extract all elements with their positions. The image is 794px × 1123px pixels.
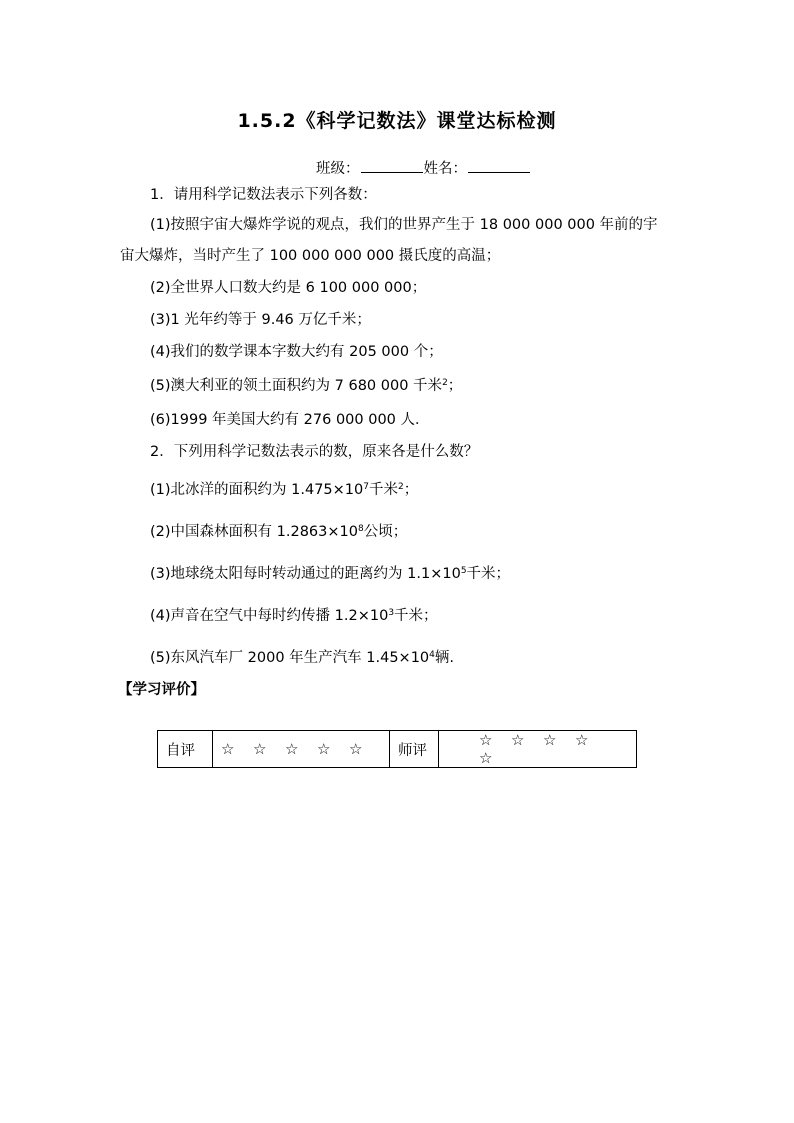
q2-item1 [150, 480, 418, 500]
star-icon[interactable]: ☆ [479, 749, 493, 767]
star-icon[interactable]: ☆ [511, 731, 525, 749]
q1-item2: (2)全世界人口数大约是 6 100 000 000； [150, 280, 427, 296]
q2-item4-text: (4)声音在空气中每时约传播 1.2×10 [150, 608, 389, 624]
star-icon[interactable]: ☆ [253, 740, 267, 758]
star-icon[interactable]: ☆ [575, 731, 589, 749]
q2-item1-end: ； [403, 482, 419, 498]
q1-item3: (3)1 光年约等于 9.46 万亿千米； [150, 312, 371, 328]
star-icon[interactable]: ☆ [349, 740, 363, 758]
q2-item2-text: (2)中国森林面积有 1.2863×10 [150, 524, 358, 540]
q2-item5-exp: 4 [429, 650, 435, 660]
class-blank[interactable] [361, 158, 423, 173]
name-label: 姓名： [423, 161, 467, 177]
teacher-eval-stars[interactable] [439, 731, 637, 768]
page-title: 1.5.2《科学记数法》课堂达标检测 [237, 110, 557, 132]
q1-item6: (6)1999 年美国大约有 276 000 000 人． [150, 412, 430, 428]
q1-heading: 1．请用科学记数法表示下列各数： [150, 187, 377, 203]
q2-item1-text: (1)北冰洋的面积约为 1.475×10 [150, 482, 364, 498]
star-icon[interactable]: ☆ [221, 740, 235, 758]
q2-item5 [150, 648, 454, 668]
q1-item5-sup: 2 [442, 378, 448, 388]
q2-item3-exp: 5 [460, 566, 467, 576]
q2-item5-text: (5)东风汽车厂 2000 年生产汽车 1.45×10 [150, 650, 430, 666]
q1-item5-end: ； [447, 378, 463, 394]
q2-item4-exp: 3 [388, 608, 395, 618]
q2-heading: 2．下列用科学记数法表示的数，原来各是什么数？ [150, 444, 479, 460]
name-blank[interactable] [468, 158, 530, 173]
star-icon[interactable]: ☆ [543, 731, 557, 749]
q2-item3-text: (3)地球绕太阳每时转动通过的距离约为 1.1×10 [150, 566, 461, 582]
self-eval-label: 自评 [158, 731, 213, 768]
q1-item1-line2: 宙大爆炸，当时产生了 100 000 000 000 摄氏度的高温； [120, 248, 501, 264]
q1-item1-line1: (1)按照宇宙大爆炸学说的观点，我们的世界产生于 18 000 000 000 年前的宇 [150, 217, 658, 233]
class-name-line [316, 158, 531, 179]
self-eval-stars[interactable] [213, 731, 390, 768]
q2-item2-end: 公顷； [363, 524, 408, 540]
q2-item3 [150, 564, 510, 584]
star-icon[interactable]: ☆ [479, 731, 493, 749]
evaluation-section-title: 【学习评价】 [118, 682, 205, 698]
q2-item1-exp: 7 [363, 482, 369, 492]
q2-item1-unit: 千米 [369, 482, 398, 498]
q1-item4: (4)我们的数学课本字数大约有 205 000 个； [150, 344, 443, 360]
q1-item5 [150, 376, 462, 396]
q2-item3-end: 千米； [466, 566, 511, 582]
star-icon[interactable]: ☆ [285, 740, 299, 758]
evaluation-table [157, 730, 637, 768]
teacher-eval-label: 师评 [390, 731, 439, 768]
q1-item5-text: (5)澳大利亚的领土面积约为 7 680 000 千米 [150, 378, 443, 394]
star-icon[interactable]: ☆ [317, 740, 331, 758]
q2-item4-end: 千米； [394, 608, 438, 624]
q2-item2-exp: 8 [357, 524, 364, 534]
q2-item2 [150, 522, 407, 542]
q2-item4 [150, 606, 438, 626]
q2-item1-sup2: 2 [398, 482, 404, 492]
q2-item5-end: 辆. [434, 650, 454, 666]
class-label: 班级： [316, 161, 360, 177]
